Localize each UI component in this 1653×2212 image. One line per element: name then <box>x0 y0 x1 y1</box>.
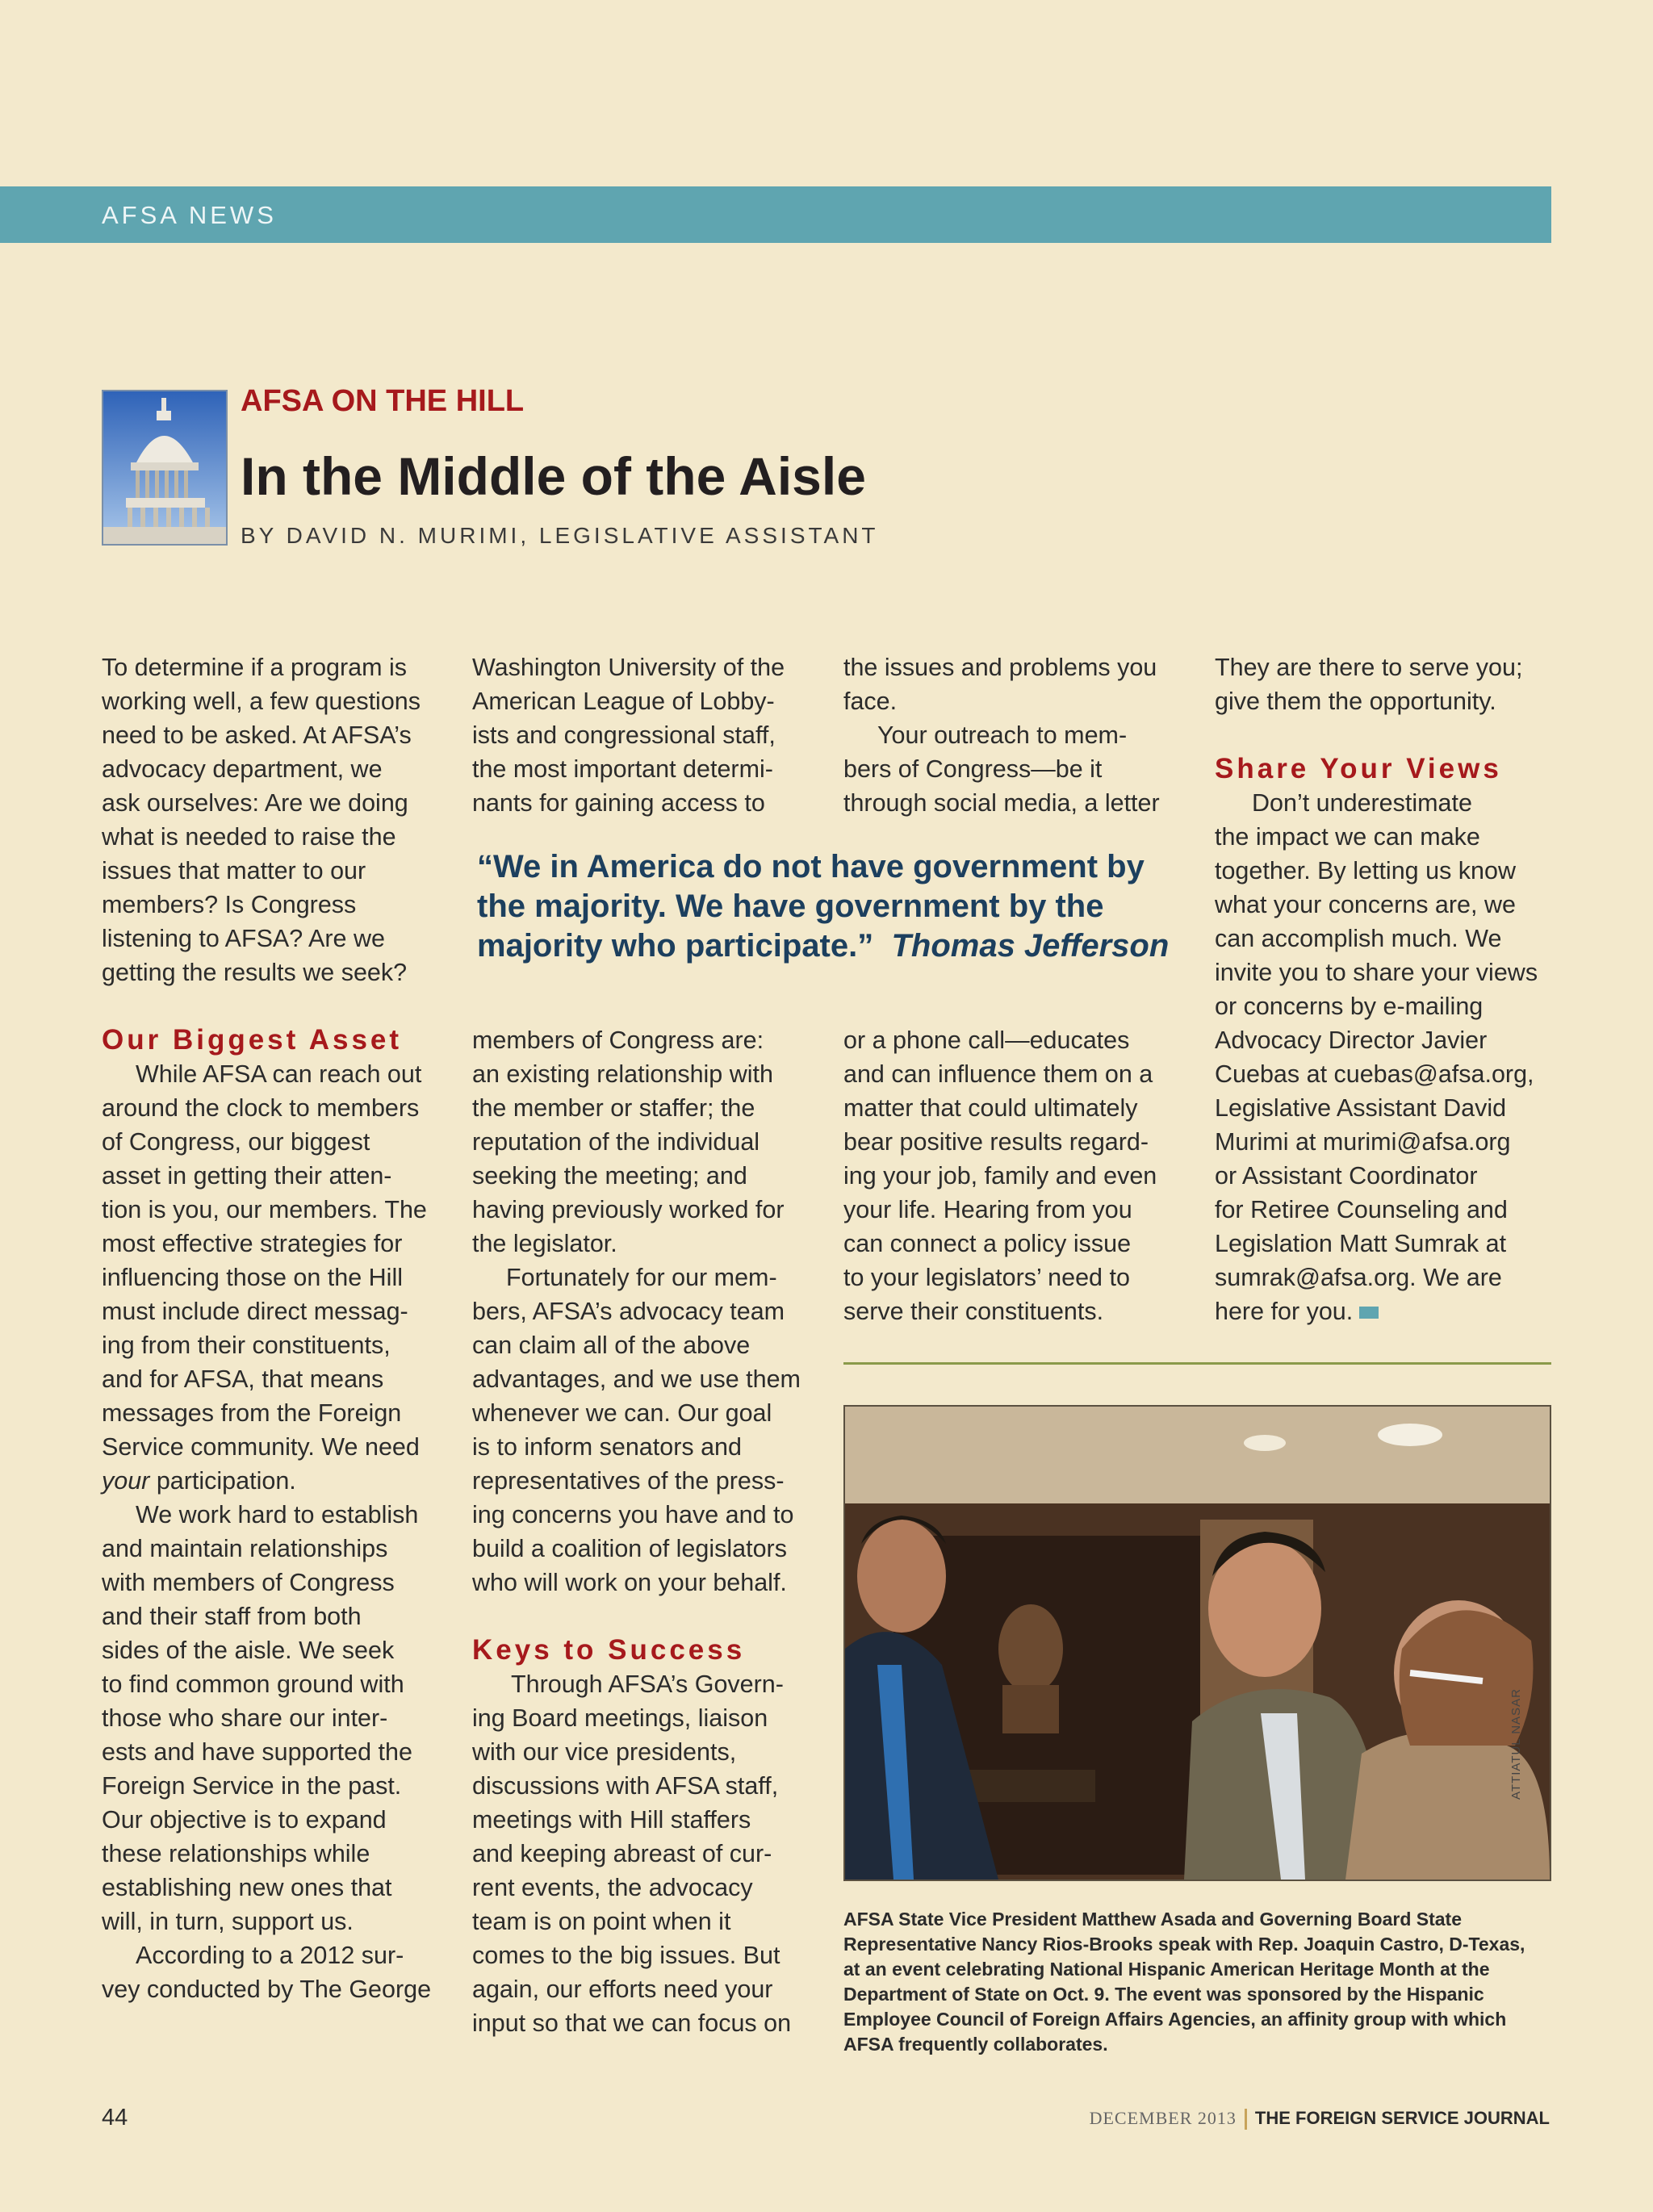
column-4: They are there to serve you; give them the opportunity. Share Your Views Don’t underestimate the impact we can make together. By letting us know what your concerns are, we can accomplish much. We invite you to share your views or concerns by e-mailing Advocacy Director Javier Cuebas at cuebas@afsa.org, Legislative Assistant David Murimi at murimi@afsa.org or Assistant Coordinator for Retiree Counseling and Legislation Matt Sumrak at sumrak@afsa.org. We are here for you. <box>1215 650 1554 1328</box>
capitol-dome-icon <box>103 391 226 544</box>
column-2-lower <box>472 1023 827 2040</box>
divider-rule <box>843 1362 1551 1365</box>
col4-paragraph: Don’t underestimate the impact we can make together. By letting us know what your concerns are, we can accomplish much. We invite you to share your views or concerns by e-mailing Advocacy Director Javier Cuebas at cuebas@afsa.org, Legislative Assistant David Murimi at murimi@afsa.org or Assistant Coordinator for Retiree Counseling and Legislation Matt Sumrak at sumrak@afsa.org. We are here for you. <box>1215 789 1538 1325</box>
column-3-lower: or a phone call—educates and can influence them on a matter that could ultimately bear positive results regard- ing your job, family and even your life. Hearing from you can connect a policy issue to your legislators’ need to serve their constituents. <box>843 1027 1157 1325</box>
article-title: In the Middle of the Aisle <box>241 446 866 506</box>
pull-quote: “We in America do not have government by the majority. We have government by the majority who participate.” Thomas Jefferson <box>477 849 1170 964</box>
col2-paragraph-3: Through AFSA’s Govern- ing Board meetings, liaison with our vice presidents, discussions with AFSA staff, meetings with Hill staffers and keeping abreast of cur- rent events, the advocacy team is on point when it comes to the big issues. But again, our efforts need your input so that we can focus on <box>472 1670 792 2037</box>
col1-paragraph-1: While AFSA can reach out around the clock to members of Congress, our biggest asset in getting their atten- tion is you, our members. The most effective strategies for influencing those on the Hill must include direct messag- ing from their constituents, and for AFSA, that means messages from the Foreign Service community. We need your participation. <box>102 1060 427 1495</box>
column-1 <box>102 650 457 2006</box>
subheading-biggest-asset: Our Biggest Asset <box>102 1024 403 1056</box>
page-footer <box>1090 2108 1550 2130</box>
quote-attribution: Thomas Jefferson <box>891 928 1170 964</box>
event-photo-illustration <box>845 1407 1550 1880</box>
column-3-top: the issues and problems you face. Your outreach to mem- bers of Congress—be it through social media, a letter <box>843 654 1160 817</box>
col2-paragraph-1: members of Congress are: an existing relationship with the member or staffer; the reputation of the individual seeking the meeting; and having previously worked for the legislator. <box>472 1027 785 1257</box>
col1-paragraph-2: We work hard to establish and maintain relationships with members of Congress and their staff from both sides of the aisle. We seek to find common ground with those who share our inter- ests and have supported the Foreign Service in the past. Our objective is to expand these relationships while establishing new ones that will, in turn, support us. <box>102 1501 419 1935</box>
journal-name: THE FOREIGN SERVICE JOURNAL <box>1254 2108 1550 2128</box>
end-mark-icon <box>1359 1307 1379 1319</box>
footer-divider <box>1245 2109 1247 2130</box>
article-kicker: AFSA ON THE HILL <box>241 384 525 418</box>
col1-intro: To determine if a program is working well, a few questions need to be asked. At AFSA’s advocacy department, we ask ourselves: Are we doing what is needed to raise the issues that matter to our members? Is Congress listening to AFSA? Are we getting the results we seek? <box>102 654 421 986</box>
section-label: AFSA NEWS <box>102 201 277 229</box>
photo-caption: AFSA State Vice President Matthew Asada and Governing Board State Representative Nancy Rios-Brooks speak with Rep. Joaquin Castro, D-Texas, at an event celebrating National Hispanic American Heritage Month at the Department of State on Oct. 9. The event was sponsored by the Hispanic Employee Council of Foreign Affairs Agencies, an affinity group with which AFSA frequently collaborates. <box>843 1909 1525 2055</box>
section-banner <box>0 186 1551 243</box>
photo-credit: ATTIATUL NASAR <box>1509 1688 1523 1800</box>
subheading-keys-to-success: Keys to Success <box>472 1634 746 1666</box>
subheading-share-your-views: Share Your Views <box>1215 753 1502 784</box>
capitol-image <box>102 390 228 546</box>
col1-paragraph-3: According to a 2012 sur- vey conducted by The George <box>102 1942 432 2003</box>
column-2-top: Washington University of the American League of Lobby- ists and congressional staff, the most important determi- nants for gaining access to <box>472 654 785 817</box>
event-photo <box>843 1405 1551 1881</box>
issue-date: DECEMBER 2013 <box>1089 2108 1237 2128</box>
page-number: 44 <box>102 2105 128 2130</box>
col2-paragraph-2: Fortunately for our mem- bers, AFSA’s advocacy team can claim all of the above advantages, and we use them whenever we can. Our goal is to inform senators and representatives of the press- ing concerns you have and to build a coalition of legislators who will work on your behalf. <box>472 1264 801 1596</box>
article-byline: BY DAVID N. MURIMI, LEGISLATIVE ASSISTANT <box>241 523 879 548</box>
